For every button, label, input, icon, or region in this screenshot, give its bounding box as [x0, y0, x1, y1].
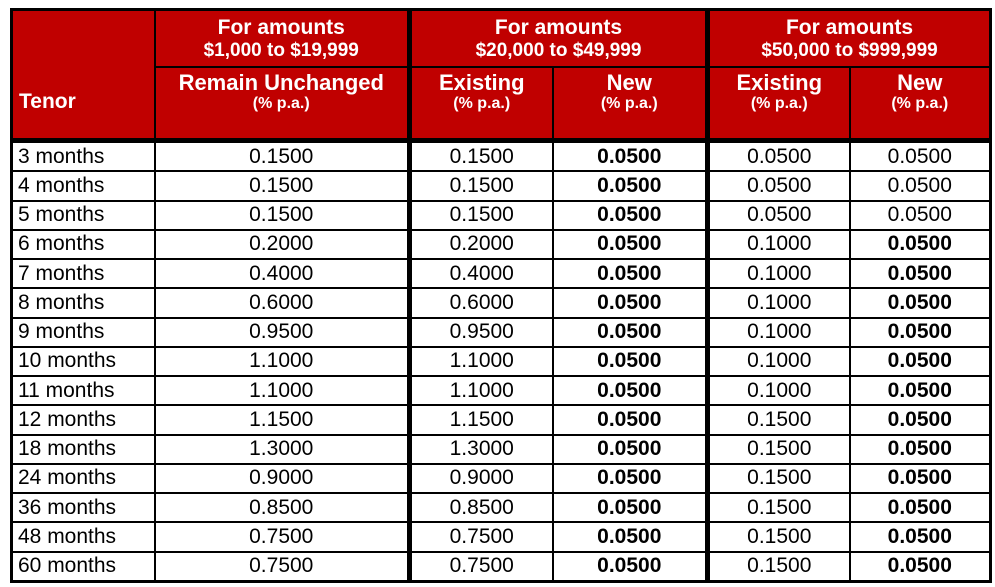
tenor-cell: 36 months [12, 493, 155, 522]
rate-table-body [12, 141, 991, 582]
group-1-line2: $1,000 to $19,999 [203, 39, 359, 61]
table-row [12, 288, 991, 317]
table-row [12, 522, 991, 551]
rate-cell: 0.4000 [410, 259, 553, 288]
rate-cell: 0.0500 [850, 552, 991, 582]
subhead-new-group-3 [850, 67, 991, 141]
rate-cell: 0.0500 [553, 405, 708, 434]
rate-cell: 0.1500 [155, 141, 410, 172]
subhead-existing-group-2 [410, 67, 553, 141]
rate-cell: 1.3000 [155, 435, 410, 464]
rate-cell: 0.0500 [553, 318, 708, 347]
interest-rate-table [10, 8, 992, 583]
rate-cell: 0.4000 [155, 259, 410, 288]
rate-cell: 0.7500 [155, 522, 410, 551]
rate-cell: 0.0500 [850, 259, 991, 288]
tenor-cell: 5 months [12, 201, 155, 230]
rate-cell: 0.1500 [708, 552, 850, 582]
rate-cell: 0.7500 [155, 552, 410, 582]
rate-cell: 0.1000 [708, 318, 850, 347]
table-row [12, 552, 991, 582]
rate-cell: 0.1500 [155, 201, 410, 230]
subhead-title: Remain Unchanged [178, 70, 384, 95]
tenor-cell: 6 months [12, 230, 155, 259]
group-1-line1: For amounts [217, 15, 345, 39]
rate-cell: 0.0500 [850, 171, 991, 200]
subhead-title: Existing [438, 70, 525, 95]
table-row [12, 259, 991, 288]
tenor-cell: 48 months [12, 522, 155, 551]
group-3-line1: For amounts [785, 15, 914, 39]
amount-group-header-1 [155, 10, 410, 68]
rate-cell: 0.8500 [410, 493, 553, 522]
tenor-cell: 12 months [12, 405, 155, 434]
rate-cell: 0.1500 [410, 201, 553, 230]
tenor-cell: 18 months [12, 435, 155, 464]
rate-cell: 0.2000 [155, 230, 410, 259]
rate-cell: 0.0500 [850, 376, 991, 405]
tenor-cell: 24 months [12, 464, 155, 493]
table-row [12, 493, 991, 522]
subhead-title: New [897, 70, 943, 95]
rate-cell: 0.0500 [850, 288, 991, 317]
subhead-unit: (% p.a.) [750, 95, 808, 113]
rate-cell: 0.6000 [410, 288, 553, 317]
group-3-line2: $50,000 to $999,999 [761, 39, 938, 61]
rate-cell: 0.0500 [708, 201, 850, 230]
rate-cell: 0.0500 [708, 141, 850, 172]
rate-cell: 1.3000 [410, 435, 553, 464]
rate-cell: 0.0500 [553, 259, 708, 288]
rate-cell: 0.0500 [553, 201, 708, 230]
tenor-cell: 9 months [12, 318, 155, 347]
tenor-cell: 7 months [12, 259, 155, 288]
subhead-existing-group-3 [708, 67, 850, 141]
rate-cell: 0.0500 [850, 522, 991, 551]
rate-cell: 0.1000 [708, 376, 850, 405]
rate-cell: 0.0500 [850, 201, 991, 230]
amount-group-header-2 [410, 10, 708, 68]
table-row [12, 347, 991, 376]
rate-cell: 0.0500 [553, 522, 708, 551]
rate-cell: 0.0500 [850, 318, 991, 347]
rate-cell: 0.7500 [410, 522, 553, 551]
rate-cell: 1.1000 [410, 347, 553, 376]
rate-cell: 0.9000 [155, 464, 410, 493]
rate-cell: 0.0500 [553, 435, 708, 464]
rate-cell: 0.1500 [155, 171, 410, 200]
table-row [12, 464, 991, 493]
rate-cell: 0.1500 [708, 493, 850, 522]
rate-cell: 1.1500 [410, 405, 553, 434]
rate-cell: 0.0500 [850, 230, 991, 259]
tenor-cell: 3 months [12, 141, 155, 172]
rate-cell: 0.0500 [850, 464, 991, 493]
rate-cell: 0.0500 [553, 552, 708, 582]
rate-cell: 1.1000 [155, 347, 410, 376]
header-row-subheads [12, 67, 991, 141]
table-row [12, 318, 991, 347]
rate-cell: 1.1500 [155, 405, 410, 434]
rate-cell: 1.1000 [410, 376, 553, 405]
rate-cell: 0.0500 [553, 493, 708, 522]
rate-cell: 0.1500 [410, 171, 553, 200]
table-row [12, 171, 991, 200]
rate-cell: 0.0500 [553, 288, 708, 317]
tenor-cell: 11 months [12, 376, 155, 405]
rate-cell: 0.0500 [553, 347, 708, 376]
rate-cell: 0.0500 [850, 405, 991, 434]
table-row [12, 376, 991, 405]
tenor-cell: 10 months [12, 347, 155, 376]
table-row [12, 230, 991, 259]
rate-cell: 0.2000 [410, 230, 553, 259]
amount-group-header-3 [708, 10, 991, 68]
rate-cell: 0.1500 [410, 141, 553, 172]
rate-cell: 0.1500 [708, 405, 850, 434]
header-row-groups [12, 10, 991, 68]
tenor-cell: 60 months [12, 552, 155, 582]
rate-cell: 0.0500 [553, 376, 708, 405]
subhead-unit: (% p.a.) [453, 95, 511, 113]
rate-cell: 0.9000 [410, 464, 553, 493]
rate-cell: 0.7500 [410, 552, 553, 582]
rate-cell: 0.0500 [553, 464, 708, 493]
subhead-title: Existing [736, 70, 823, 95]
rate-cell: 0.1500 [708, 435, 850, 464]
tenor-cell: 8 months [12, 288, 155, 317]
rate-cell: 0.0500 [850, 347, 991, 376]
rate-cell: 1.1000 [155, 376, 410, 405]
tenor-cell: 4 months [12, 171, 155, 200]
rate-cell: 0.0500 [553, 141, 708, 172]
subhead-new-group-2 [553, 67, 708, 141]
tenor-header: Tenor [12, 10, 155, 141]
table-row [12, 435, 991, 464]
table-row [12, 405, 991, 434]
subhead-unit: (% p.a.) [252, 95, 310, 113]
rate-cell: 0.0500 [553, 230, 708, 259]
subhead-remain-unchanged [155, 67, 410, 141]
rate-cell: 0.1000 [708, 288, 850, 317]
rate-cell: 0.1000 [708, 230, 850, 259]
rate-cell: 0.0500 [708, 171, 850, 200]
subhead-title: New [606, 70, 652, 95]
rate-cell: 0.1000 [708, 259, 850, 288]
subhead-unit: (% p.a.) [891, 95, 949, 113]
group-2-line2: $20,000 to $49,999 [475, 39, 642, 61]
rate-cell: 0.0500 [850, 493, 991, 522]
rate-cell: 0.1500 [708, 464, 850, 493]
rate-cell: 0.9500 [155, 318, 410, 347]
group-2-line1: For amounts [494, 15, 623, 39]
subhead-unit: (% p.a.) [600, 95, 658, 113]
rate-cell: 0.0500 [850, 435, 991, 464]
rate-cell: 0.8500 [155, 493, 410, 522]
rate-cell: 0.9500 [410, 318, 553, 347]
table-row [12, 141, 991, 172]
rate-cell: 0.1500 [708, 522, 850, 551]
rate-cell: 0.0500 [553, 171, 708, 200]
rate-cell: 0.1000 [708, 347, 850, 376]
rate-cell: 0.6000 [155, 288, 410, 317]
table-row [12, 201, 991, 230]
rate-cell: 0.0500 [850, 141, 991, 172]
